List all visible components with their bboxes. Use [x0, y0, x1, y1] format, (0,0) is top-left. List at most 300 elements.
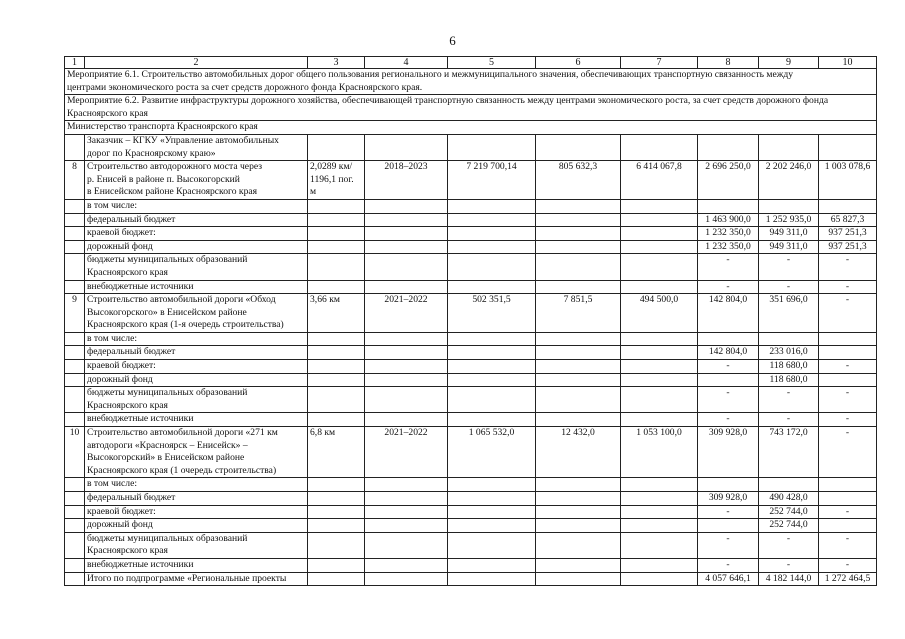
including-row	[65, 199, 877, 213]
empty-cell	[365, 532, 448, 558]
funding-col8-value: 1 232 350,0	[698, 227, 759, 241]
column-number-header: 3	[308, 57, 365, 69]
empty-cell	[448, 199, 536, 213]
empty-cell	[65, 478, 85, 492]
empty-cell	[365, 572, 448, 586]
empty-cell	[365, 558, 448, 572]
empty-cell	[65, 532, 85, 558]
including-row	[65, 478, 877, 492]
empty-cell	[365, 280, 448, 294]
empty-cell	[621, 280, 698, 294]
empty-cell	[536, 519, 621, 533]
funding-source-label-line: внебюджетные источники	[87, 280, 194, 292]
project-capacity-line: 1196,1 пог.	[310, 173, 354, 185]
empty-cell	[365, 492, 448, 506]
project-col9-value: 743 172,0	[759, 427, 819, 478]
funding-source-label	[85, 280, 308, 294]
empty-cell	[448, 558, 536, 572]
section-row	[65, 69, 877, 95]
column-number-header: 8	[698, 57, 759, 69]
funding-col8-value: 309 928,0	[698, 492, 759, 506]
project-col7-value: 494 500,0	[621, 294, 698, 333]
empty-cell	[448, 360, 536, 374]
project-capacity	[308, 161, 365, 200]
empty-cell	[65, 240, 85, 254]
empty-cell	[308, 240, 365, 254]
funding-source-label	[85, 387, 308, 413]
empty-cell	[448, 572, 536, 586]
empty-cell	[448, 346, 536, 360]
funding-source-label-line: внебюджетные источники	[87, 558, 194, 570]
project-name-line: Высокогорского» в Енисейском районе	[87, 306, 247, 318]
funding-col9-value: -	[759, 387, 819, 413]
customer-text-line: дорог по Красноярскому краю»	[87, 147, 216, 159]
empty-cell	[536, 346, 621, 360]
empty-cell	[819, 332, 877, 346]
empty-cell	[308, 227, 365, 241]
funding-row	[65, 227, 877, 241]
project-name-line: Строительство автомобильной дороги «Обход	[87, 294, 276, 306]
project-col7-value: 6 414 067,8	[621, 161, 698, 200]
funding-source-label	[85, 492, 308, 506]
empty-cell	[621, 346, 698, 360]
empty-cell	[448, 413, 536, 427]
empty-cell	[536, 332, 621, 346]
empty-cell	[819, 199, 877, 213]
project-name-line: Красноярского края (1 очередь строительства)	[87, 464, 277, 476]
empty-cell	[65, 413, 85, 427]
empty-cell	[536, 387, 621, 413]
empty-cell	[448, 532, 536, 558]
empty-cell	[536, 492, 621, 506]
empty-cell	[698, 134, 759, 160]
funding-col8-value	[698, 519, 759, 533]
empty-cell	[308, 280, 365, 294]
empty-cell	[308, 332, 365, 346]
empty-cell	[621, 478, 698, 492]
funding-row	[65, 492, 877, 506]
funding-source-label-line: бюджеты муниципальных образований	[87, 254, 248, 266]
empty-cell	[621, 413, 698, 427]
funding-col8-value: -	[698, 280, 759, 294]
project-row	[65, 161, 877, 200]
funding-col10-value	[819, 346, 877, 360]
empty-cell	[365, 213, 448, 227]
empty-cell	[365, 254, 448, 280]
funding-col8-value: 1 463 900,0	[698, 213, 759, 227]
funding-col10-value	[819, 492, 877, 506]
empty-cell	[365, 360, 448, 374]
empty-cell	[621, 213, 698, 227]
total-label: Итого по подпрограмме «Региональные проекты	[85, 572, 308, 586]
funding-col10-value: -	[819, 413, 877, 427]
section-row	[65, 121, 877, 135]
funding-col10-value: -	[819, 360, 877, 374]
empty-cell	[536, 413, 621, 427]
funding-source-label	[85, 505, 308, 519]
column-number-header: 5	[448, 57, 536, 69]
empty-cell	[448, 505, 536, 519]
empty-cell	[65, 373, 85, 387]
empty-cell	[308, 360, 365, 374]
project-name-line: Высокогорский» в Енисейском районе	[87, 452, 245, 464]
empty-cell	[819, 134, 877, 160]
project-col6-value: 805 632,3	[536, 161, 621, 200]
empty-cell	[621, 558, 698, 572]
funding-source-label-line: внебюджетные источники	[87, 413, 194, 425]
project-years: 2021–2022	[365, 294, 448, 333]
funding-source-label-line: дорожный фонд	[87, 373, 153, 385]
empty-cell	[308, 532, 365, 558]
funding-source-label-line: краевой бюджет:	[87, 505, 156, 517]
funding-col10-value	[819, 519, 877, 533]
funding-col9-value: 118 680,0	[759, 360, 819, 374]
funding-col9-value: 118 680,0	[759, 373, 819, 387]
empty-cell	[536, 227, 621, 241]
empty-cell	[536, 240, 621, 254]
project-col7-value: 1 053 100,0	[621, 427, 698, 478]
section-text	[65, 69, 877, 95]
empty-cell	[65, 134, 85, 160]
funding-row	[65, 413, 877, 427]
including-label: в том числе:	[85, 199, 308, 213]
funding-source-label-line: дорожный фонд	[87, 240, 153, 252]
project-number: 9	[65, 294, 85, 333]
project-col10-value: -	[819, 427, 877, 478]
section-text-line: Красноярского края	[67, 107, 148, 119]
column-number-header: 9	[759, 57, 819, 69]
project-col6-value: 12 432,0	[536, 427, 621, 478]
empty-cell	[65, 572, 85, 586]
funding-row	[65, 213, 877, 227]
funding-col10-value: 937 251,3	[819, 227, 877, 241]
empty-cell	[621, 572, 698, 586]
empty-cell	[698, 199, 759, 213]
empty-cell	[621, 532, 698, 558]
funding-col9-value: 949 311,0	[759, 227, 819, 241]
empty-cell	[448, 213, 536, 227]
funding-source-label	[85, 532, 308, 558]
project-row	[65, 294, 877, 333]
funding-row	[65, 532, 877, 558]
column-number-header: 10	[819, 57, 877, 69]
funding-col8-value: -	[698, 413, 759, 427]
project-col10-value: 1 003 078,6	[819, 161, 877, 200]
empty-cell	[365, 199, 448, 213]
empty-cell	[536, 360, 621, 374]
column-number-header: 2	[85, 57, 308, 69]
empty-cell	[365, 346, 448, 360]
empty-cell	[65, 213, 85, 227]
funding-source-label-line: дорожный фонд	[87, 519, 153, 531]
funding-source-label	[85, 346, 308, 360]
empty-cell	[819, 478, 877, 492]
funding-col10-value: -	[819, 505, 877, 519]
project-capacity-line: м	[310, 186, 317, 198]
total-col10-value: 1 272 464,5	[819, 572, 877, 586]
empty-cell	[621, 519, 698, 533]
funding-source-label-line: Красноярского края	[87, 545, 168, 557]
empty-cell	[365, 227, 448, 241]
section-text	[65, 121, 877, 135]
empty-cell	[536, 558, 621, 572]
funding-col8-value: -	[698, 360, 759, 374]
funding-row	[65, 360, 877, 374]
funding-col10-value: -	[819, 558, 877, 572]
empty-cell	[448, 387, 536, 413]
customer-text	[85, 134, 308, 160]
empty-cell	[448, 280, 536, 294]
including-label: в том числе:	[85, 478, 308, 492]
empty-cell	[308, 572, 365, 586]
funding-col8-value: -	[698, 254, 759, 280]
project-name	[85, 427, 308, 478]
funding-source-label	[85, 413, 308, 427]
funding-col10-value: -	[819, 280, 877, 294]
funding-source-label	[85, 240, 308, 254]
funding-row	[65, 254, 877, 280]
empty-cell	[448, 240, 536, 254]
empty-cell	[308, 413, 365, 427]
funding-source-label-line: Красноярского края	[87, 266, 168, 278]
funding-source-label	[85, 558, 308, 572]
funding-source-label	[85, 519, 308, 533]
project-name-line: р. Енисей в районе п. Высокогорский	[87, 173, 240, 185]
empty-cell	[308, 254, 365, 280]
funding-row	[65, 558, 877, 572]
project-capacity-line: 6,8 км	[310, 427, 336, 439]
project-col9-value: 2 202 246,0	[759, 161, 819, 200]
empty-cell	[621, 134, 698, 160]
including-label: в том числе:	[85, 332, 308, 346]
budget-table	[64, 56, 877, 586]
empty-cell	[448, 478, 536, 492]
project-col6-value: 7 851,5	[536, 294, 621, 333]
funding-source-label-line: краевой бюджет:	[87, 360, 156, 372]
project-years: 2021–2022	[365, 427, 448, 478]
page-number: 6	[449, 33, 456, 48]
funding-col9-value: -	[759, 558, 819, 572]
project-estimated-cost: 502 351,5	[448, 294, 536, 333]
empty-cell	[448, 492, 536, 506]
empty-cell	[308, 134, 365, 160]
empty-cell	[759, 134, 819, 160]
empty-cell	[536, 134, 621, 160]
empty-cell	[759, 199, 819, 213]
project-col10-value: -	[819, 294, 877, 333]
empty-cell	[65, 227, 85, 241]
funding-col9-value: 252 744,0	[759, 519, 819, 533]
empty-cell	[65, 199, 85, 213]
empty-cell	[308, 519, 365, 533]
project-col9-value: 351 696,0	[759, 294, 819, 333]
project-col8-value: 309 928,0	[698, 427, 759, 478]
empty-cell	[536, 199, 621, 213]
funding-source-label-line: федеральный бюджет	[87, 213, 176, 225]
funding-row	[65, 240, 877, 254]
funding-col8-value: -	[698, 558, 759, 572]
project-capacity	[308, 294, 365, 333]
section-text-line: Министерство транспорта Красноярского края	[67, 121, 258, 133]
funding-row	[65, 373, 877, 387]
empty-cell	[65, 332, 85, 346]
empty-cell	[621, 360, 698, 374]
empty-cell	[621, 332, 698, 346]
empty-cell	[65, 346, 85, 360]
funding-col10-value: -	[819, 254, 877, 280]
funding-source-label-line: федеральный бюджет	[87, 492, 176, 503]
funding-row	[65, 346, 877, 360]
section-row	[65, 95, 877, 121]
empty-cell	[365, 519, 448, 533]
funding-col10-value: -	[819, 532, 877, 558]
funding-col8-value: -	[698, 532, 759, 558]
empty-cell	[65, 360, 85, 374]
project-name-line: в Енисейском районе Красноярского края	[87, 186, 258, 198]
funding-source-label	[85, 227, 308, 241]
empty-cell	[536, 280, 621, 294]
column-number-header: 7	[621, 57, 698, 69]
empty-cell	[759, 332, 819, 346]
empty-cell	[448, 134, 536, 160]
section-text-line: центрами экономического роста за счет средств дорожного фонда Красноярского края.	[67, 81, 423, 93]
funding-col9-value: 490 428,0	[759, 492, 819, 506]
empty-cell	[308, 478, 365, 492]
project-name	[85, 294, 308, 333]
project-name-line: Строительство автодорожного моста через	[87, 161, 263, 173]
empty-cell	[759, 478, 819, 492]
empty-cell	[448, 227, 536, 241]
empty-cell	[308, 558, 365, 572]
column-number-header: 1	[65, 57, 85, 69]
section-text	[65, 95, 877, 121]
funding-col9-value: 233 016,0	[759, 346, 819, 360]
empty-cell	[621, 227, 698, 241]
empty-cell	[65, 254, 85, 280]
empty-cell	[536, 373, 621, 387]
empty-cell	[536, 505, 621, 519]
funding-row	[65, 280, 877, 294]
total-row	[65, 572, 877, 586]
funding-col9-value: -	[759, 280, 819, 294]
empty-cell	[621, 492, 698, 506]
funding-source-label	[85, 254, 308, 280]
empty-cell	[65, 558, 85, 572]
funding-row	[65, 505, 877, 519]
empty-cell	[365, 505, 448, 519]
empty-cell	[365, 413, 448, 427]
funding-col10-value: 65 827,3	[819, 213, 877, 227]
funding-col10-value: 937 251,3	[819, 240, 877, 254]
empty-cell	[698, 332, 759, 346]
empty-cell	[448, 254, 536, 280]
empty-cell	[308, 492, 365, 506]
project-capacity-line: 2,0289 км/	[310, 161, 353, 173]
empty-cell	[365, 387, 448, 413]
empty-cell	[365, 373, 448, 387]
empty-cell	[536, 532, 621, 558]
funding-source-label-line: Красноярского края	[87, 399, 168, 411]
project-years: 2018–2023	[365, 161, 448, 200]
project-capacity	[308, 427, 365, 478]
section-text-line: Мероприятие 6.1. Строительство автомобильных дорог общего пользования регионального и межмуниципального значения, обеспечивающих транспортную связанность между	[67, 69, 794, 80]
funding-col8-value: 142 804,0	[698, 346, 759, 360]
customer-row	[65, 134, 877, 160]
funding-col9-value: -	[759, 532, 819, 558]
project-name-line: Строительство автомобильной дороги «271 км	[87, 427, 278, 439]
funding-source-label-line: краевой бюджет:	[87, 227, 156, 239]
funding-col10-value: -	[819, 387, 877, 413]
project-name-line: автодороги «Красноярск – Енисейск» –	[87, 439, 248, 451]
project-row	[65, 427, 877, 478]
empty-cell	[448, 519, 536, 533]
project-estimated-cost: 7 219 700,14	[448, 161, 536, 200]
funding-col8-value: -	[698, 505, 759, 519]
customer-text-line: Заказчик – КГКУ «Управление автомобильных	[87, 134, 279, 146]
empty-cell	[536, 478, 621, 492]
empty-cell	[65, 280, 85, 294]
empty-cell	[621, 254, 698, 280]
empty-cell	[365, 240, 448, 254]
funding-source-label	[85, 360, 308, 374]
column-number-header: 6	[536, 57, 621, 69]
funding-col9-value: 949 311,0	[759, 240, 819, 254]
funding-source-label	[85, 213, 308, 227]
funding-row	[65, 519, 877, 533]
section-text-line: Мероприятие 6.2. Развитие инфраструктуры дорожного хозяйства, обеспечивающей транспортную связанность между центрами экономического роста, за счет средств дорожного фонда	[67, 95, 829, 107]
empty-cell	[308, 213, 365, 227]
empty-cell	[65, 519, 85, 533]
empty-cell	[698, 478, 759, 492]
funding-col10-value	[819, 373, 877, 387]
project-estimated-cost: 1 065 532,0	[448, 427, 536, 478]
empty-cell	[308, 199, 365, 213]
empty-cell	[308, 346, 365, 360]
empty-cell	[308, 387, 365, 413]
empty-cell	[365, 134, 448, 160]
empty-cell	[308, 505, 365, 519]
project-name-line: Красноярского края (1-я очередь строительства)	[87, 319, 284, 331]
empty-cell	[365, 478, 448, 492]
empty-cell	[621, 505, 698, 519]
empty-cell	[621, 373, 698, 387]
total-col9-value: 4 182 144,0	[759, 572, 819, 586]
funding-source-label	[85, 373, 308, 387]
empty-cell	[365, 332, 448, 346]
project-capacity-line: 3,66 км	[310, 294, 340, 306]
funding-source-label-line: бюджеты муниципальных образований	[87, 387, 248, 399]
funding-col9-value: 252 744,0	[759, 505, 819, 519]
empty-cell	[65, 505, 85, 519]
project-number: 10	[65, 427, 85, 478]
funding-source-label-line: бюджеты муниципальных образований	[87, 532, 248, 544]
project-col8-value: 142 804,0	[698, 294, 759, 333]
funding-col8-value: 1 232 350,0	[698, 240, 759, 254]
empty-cell	[536, 254, 621, 280]
empty-cell	[448, 373, 536, 387]
empty-cell	[448, 332, 536, 346]
empty-cell	[621, 387, 698, 413]
funding-col8-value	[698, 373, 759, 387]
including-row	[65, 332, 877, 346]
empty-cell	[536, 572, 621, 586]
header-row	[65, 57, 877, 69]
funding-col9-value: -	[759, 413, 819, 427]
empty-cell	[621, 199, 698, 213]
total-col8-value: 4 057 646,1	[698, 572, 759, 586]
funding-source-label-line: федеральный бюджет	[87, 346, 176, 358]
funding-col9-value: -	[759, 254, 819, 280]
